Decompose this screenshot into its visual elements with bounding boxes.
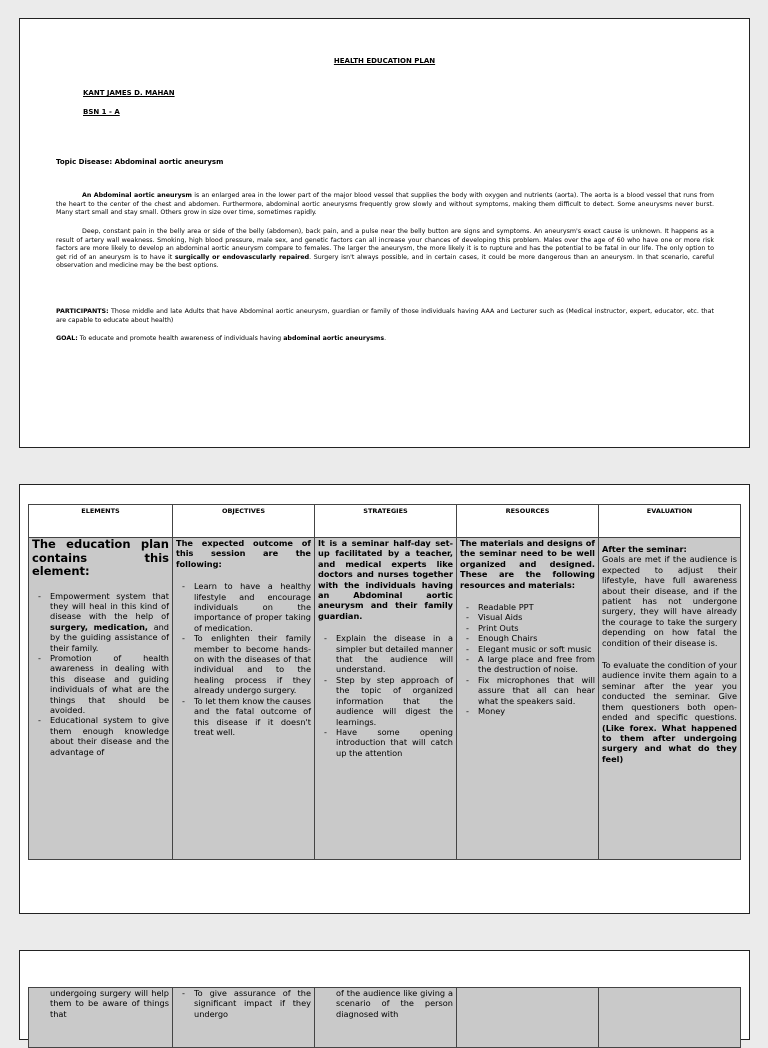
elements-cell [29, 538, 173, 860]
evaluation-cell-continued [599, 988, 741, 1048]
author-section: BSN 1 - A [83, 108, 120, 116]
goal-label: GOAL: [56, 335, 78, 342]
list-item: - Enough Chairs [478, 633, 595, 643]
education-plan-table-continued [28, 987, 741, 1048]
goal-paragraph [56, 335, 714, 344]
elements-item1-bold-b: medication, [93, 621, 149, 632]
list-item: - To give assurance of the significant impact if they undergo [194, 988, 311, 1019]
list-item: - To let them know the causes and the fatal outcome of this disease if it doesn't treat well. [194, 696, 311, 738]
resources-cell-continued [457, 988, 599, 1048]
participants-label: PARTICIPANTS: [56, 308, 109, 315]
list-item: - A large place and free from the destruction of noise. [478, 654, 595, 675]
symptoms-paragraph [56, 228, 714, 271]
elements-heading: The education plan contains this element: [32, 537, 169, 578]
intro-text: is an enlarged area in the lower part of the major blood vessel that supplies the body with oxygen and nutrients (aorta). The aorta is a blood vessel that runs from the heart to the center of the chest and abdomen. Furthermore, abdominal aortic aneurysms frequently grow slowly and without symptoms, making them difficult to detect. Some aneurysms never burst. Many start small and stay small. Others grow in size over time, sometimes rapidly. [56, 192, 715, 216]
strategies-list [318, 633, 453, 758]
list-item: - Learn to have a healthy lifestyle and encourage individuals on the importance of proper taking of medication. [194, 581, 311, 633]
education-plan-table [28, 504, 741, 860]
intro-bold: An Abdominal aortic aneurysm [82, 192, 192, 199]
list-item: - To enlighten their family member to become hands-on with the diseases of that individual and to the healing process if they already undergo surgery. [194, 633, 311, 695]
intro-paragraph [56, 192, 714, 218]
header-resources: RESOURCES [457, 505, 599, 538]
evaluation-cell [599, 538, 741, 860]
participants-paragraph [56, 308, 714, 325]
evaluation-paragraph-1: Goals are met if the audience is expected to adjust their lifestyle, have full awareness about their disease, and if the patient has not undergone surgery, they will have already the courage to take the surgery depending on how fatal the condition of their disease is. [602, 554, 737, 648]
header-strategies: STRATEGIES [315, 505, 457, 538]
header-elements: ELEMENTS [29, 505, 173, 538]
strategies-cell-continued [315, 988, 457, 1048]
list-item: - Elegant music or soft music [478, 644, 595, 654]
list-item: undergoing surgery will help them to be aware of things that [50, 988, 169, 1019]
plan-title: HEALTH EDUCATION PLAN [333, 57, 436, 65]
list-item: - Step by step approach of the topic of organized information that the audience will digest the learnings. [336, 675, 453, 727]
author-name: KANT JAMES D. MAHAN [83, 89, 175, 97]
resources-list [460, 602, 595, 716]
list-item: - Promotion of health awareness in dealing with this disease and guiding individuals of what are the things that should be avoided. [50, 653, 169, 715]
list-item: of the audience like giving a scenario of the person diagnosed with [336, 988, 453, 1019]
goal-text: To educate and promote health awareness of individuals having [77, 335, 284, 342]
objectives-list-continued [176, 988, 311, 1019]
document-page-2 [19, 484, 750, 914]
elements-item1-text: Empowerment system that they will heal in this kind of disease with the help of [50, 590, 169, 622]
evaluation-paragraph-2 [602, 660, 737, 764]
goal-bold: abdominal aortic aneurysms [283, 335, 385, 342]
symptoms-text-a: Deep, constant pain in the belly area or side of the belly (abdomen), back pain, and a pulse near the belly button are signs and symptoms. An aneurysm's exact cause is unknown. It happens as a result of artery wall weakness. Smoking, high blood pressure, male sex, and genetic factors can all increase your chances of developing this problem. Males over the age of 60 who have one or more risk factors are more likely to develop an abdominal aortic aneurysm compare to females. The larger the aneurysm, the more likely it is to rupture and has the potential to be fatal in our life. The only option to get rid of an aneurysm is to have it [56, 228, 714, 261]
strategies-list-continued [318, 988, 453, 1019]
table-row [29, 538, 741, 860]
list-item: - Money [478, 706, 595, 716]
header-evaluation: EVALUATION [599, 505, 741, 538]
resources-cell [457, 538, 599, 860]
list-item: - Visual Aids [478, 612, 595, 622]
document-page-3 [19, 950, 750, 1040]
symptoms-text-b: . Surgery isn't always possible, and in certain cases, it could be more dangerous than an aneurysm. In that scenario, careful observation and medicine may be the best options. [56, 253, 714, 269]
elements-cell-continued [29, 988, 173, 1048]
list-item: - Explain the disease in a simpler but detailed manner that the audience will understand. [336, 633, 453, 675]
goal-end: . [384, 335, 387, 342]
objectives-list [176, 581, 311, 737]
document-page-1 [19, 18, 750, 448]
elements-list-continued [32, 988, 169, 1019]
strategies-heading: It is a seminar half-day set-up facilitated by a teacher, and medical experts like doctors and nurses together with the individuals having an Abdominal aortic aneurysm and their family guardian. [318, 538, 453, 621]
evaluation-para2-text: To evaluate the condition of your audience invite them again to a seminar after the year you conducted the seminar. Give them questioners both open-ended and specific questions. [602, 660, 737, 723]
header-objectives: OBJECTIVES [173, 505, 315, 538]
participants-text: Those middle and late Adults that have Abdominal aortic aneurysm, guardian or family of those individuals having AAA and Lecturer such as (Medical instructor, expert, educator, etc. that are capable to educate about health) [56, 308, 714, 324]
table-row [29, 988, 741, 1048]
objectives-cell-continued [173, 988, 315, 1048]
elements-item1-bold-a: surgery, [50, 621, 89, 632]
objectives-cell [173, 538, 315, 860]
evaluation-heading: After the seminar: [602, 544, 687, 554]
list-item: - Print Outs [478, 623, 595, 633]
resources-heading: The materials and designs of the seminar need to be well organized and designed. These are the following resources and materials: [460, 538, 595, 590]
list-item [50, 591, 169, 653]
list-item: - Readable PPT [478, 602, 595, 612]
symptoms-bold: surgically or endovascularly repaired [174, 253, 310, 261]
evaluation-para2-bold: (Like forex. What happened to them after undergoing surgery and what do they feel) [602, 722, 737, 764]
elements-list [32, 591, 169, 758]
strategies-cell [315, 538, 457, 860]
list-item: - Have some opening introduction that will catch up the attention [336, 727, 453, 758]
objectives-heading: The expected outcome of this session are the following: [176, 538, 311, 569]
table-header-row [29, 505, 741, 538]
topic-disease: Topic Disease: Abdominal aortic aneurysm [56, 158, 224, 166]
elements-item1-end: and by the guiding assistance of their family. [50, 621, 169, 653]
list-item: - Educational system to give them enough knowledge about their disease and the advantage of [50, 715, 169, 757]
list-item: - Fix microphones that will assure that all can hear what the speakers said. [478, 675, 595, 706]
